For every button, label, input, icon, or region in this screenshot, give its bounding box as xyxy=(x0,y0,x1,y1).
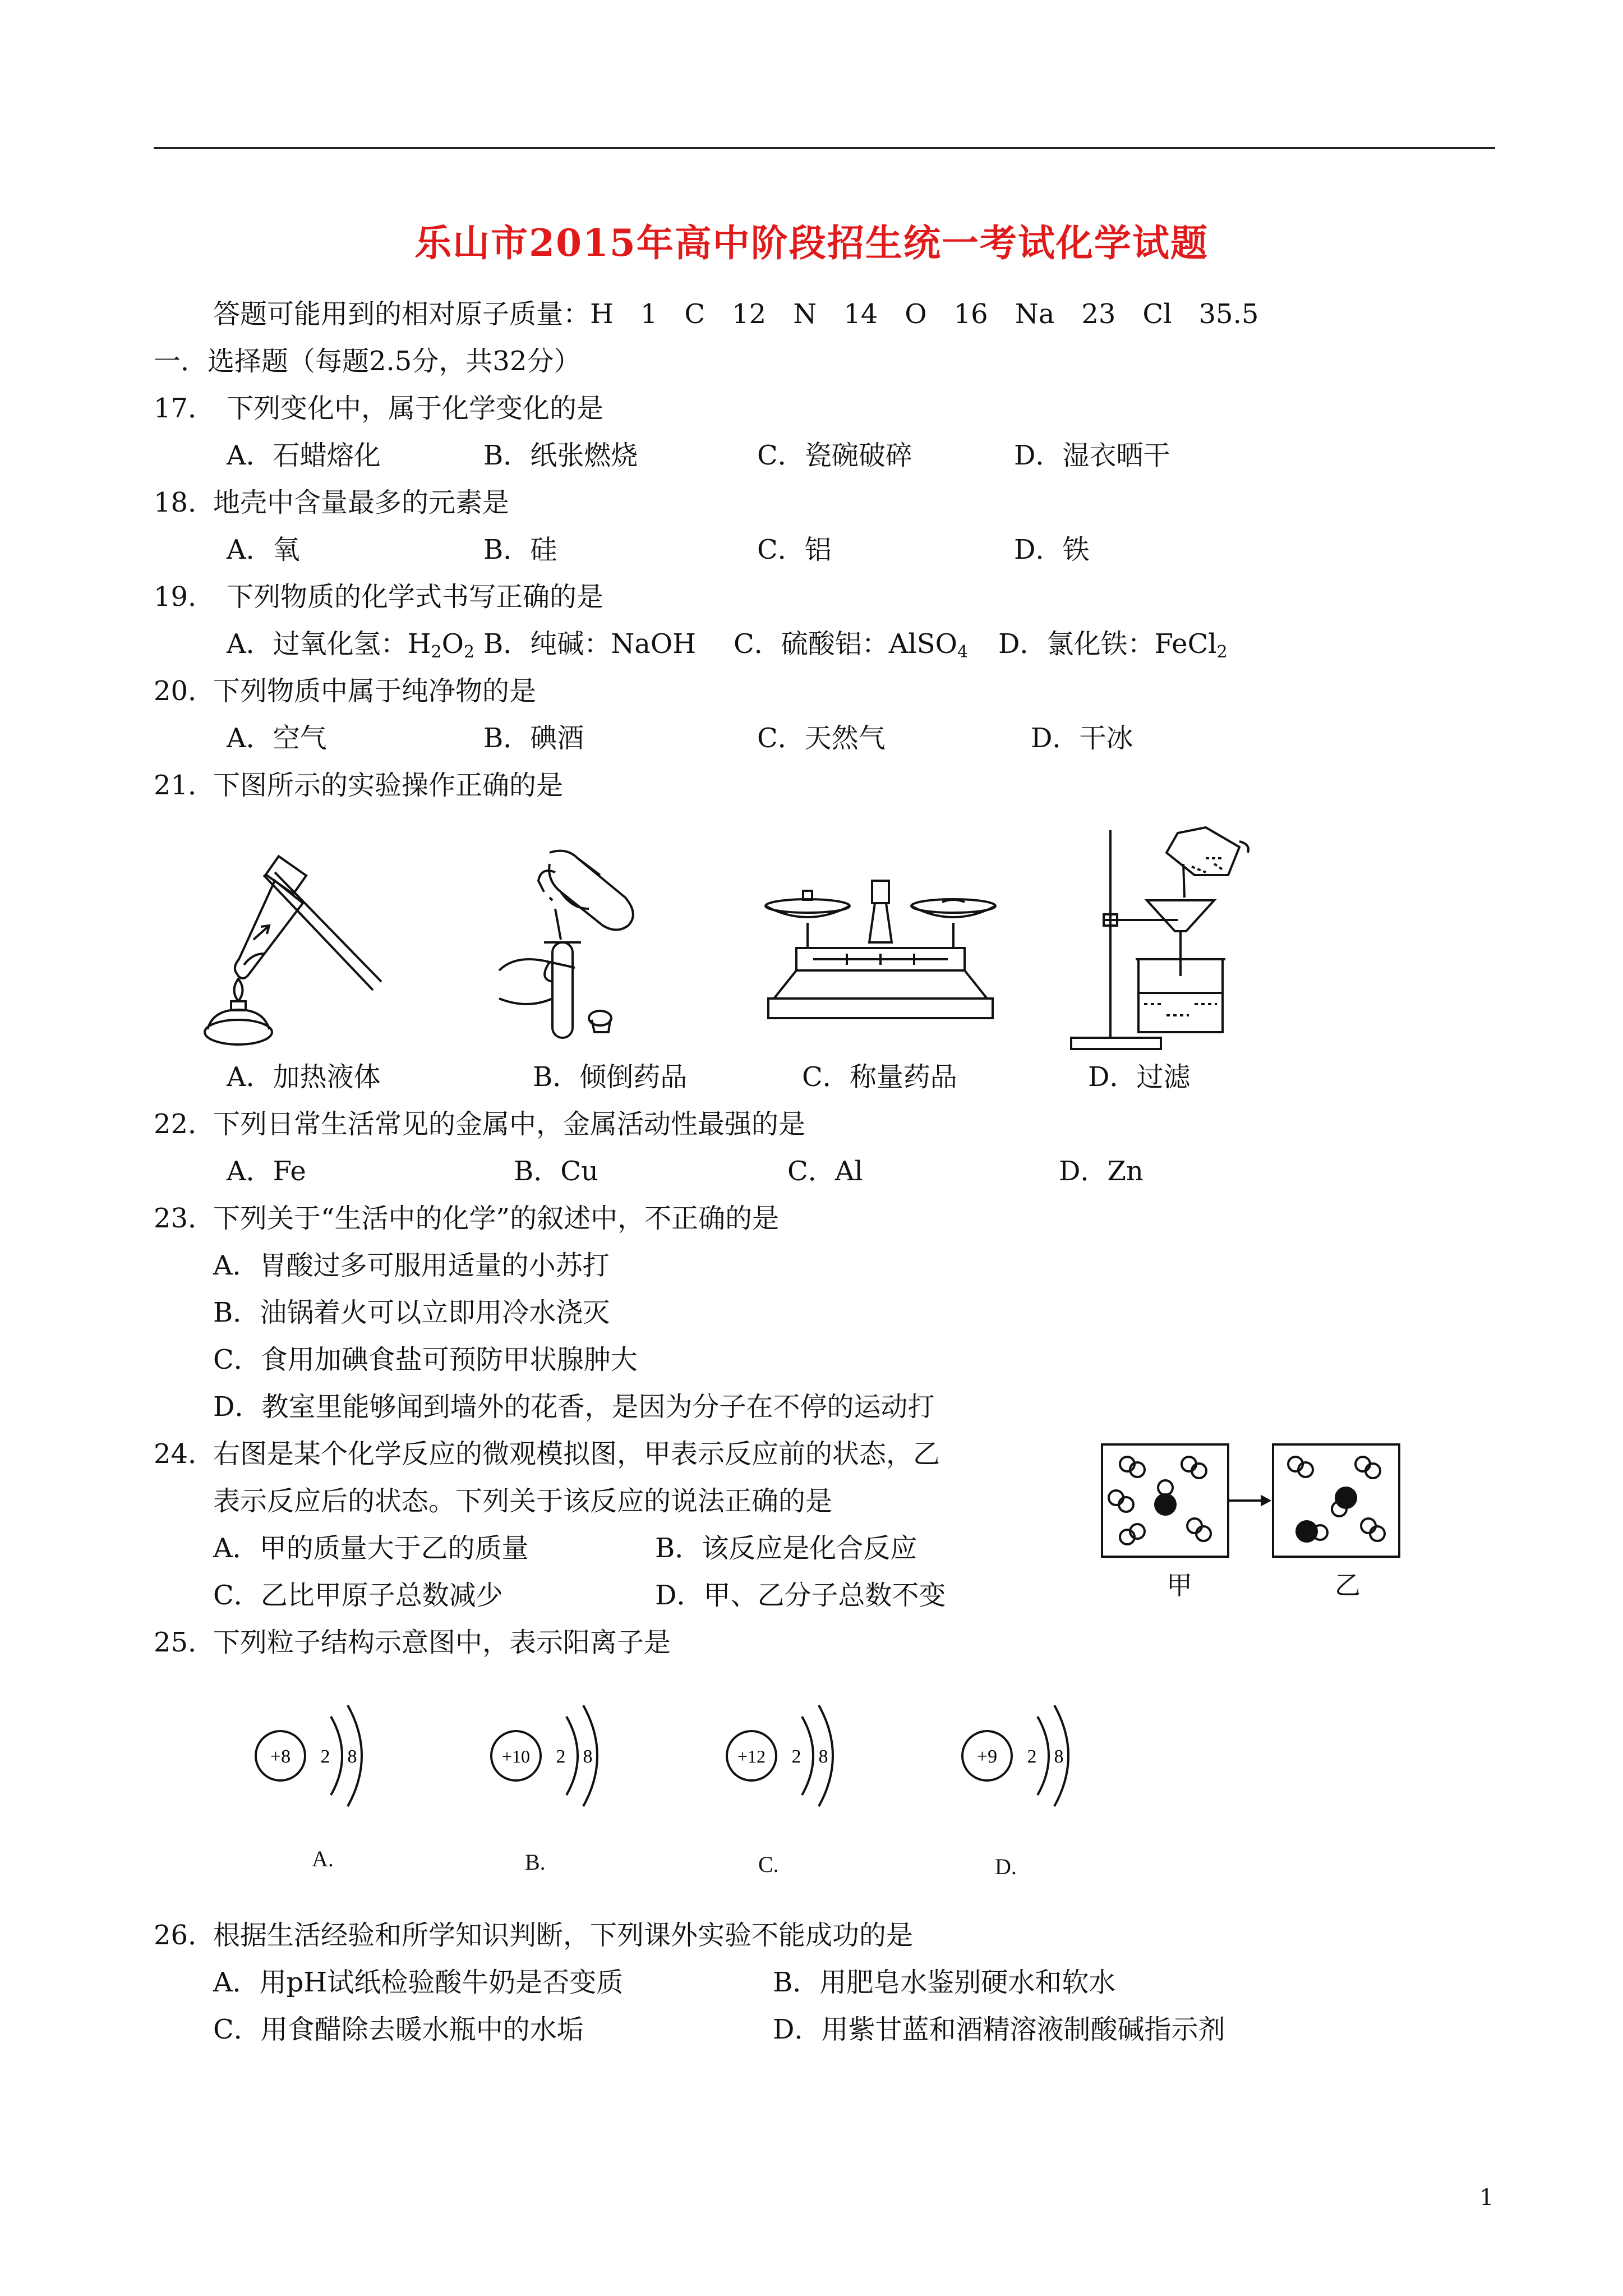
q21-number: 21． xyxy=(154,770,215,801)
q24-option-c: C．乙比甲原子总数减少 xyxy=(213,1580,503,1611)
q18-option-a: A．氧 xyxy=(227,534,300,565)
q17-number: 17． xyxy=(154,393,215,424)
q25-number: 25． xyxy=(154,1627,215,1658)
heating-liquid-figure xyxy=(191,841,393,1055)
q26-option-d: D．用紫甘蓝和酒精溶液制酸碱指示剂 xyxy=(773,2014,1225,2045)
q18-option-b: B．硅 xyxy=(483,534,557,565)
diagram-label-d: D. xyxy=(995,1854,1017,1879)
q21-option-d: D．过滤 xyxy=(1088,1061,1191,1093)
q24-option-a: A．甲的质量大于乙的质量 xyxy=(213,1533,529,1564)
shell1-electrons-d: 2 xyxy=(1027,1746,1037,1767)
header-rule xyxy=(154,147,1495,149)
q18-option-d: D．铁 xyxy=(1014,534,1090,565)
shell1-electrons-c: 2 xyxy=(791,1746,801,1767)
q22-stem: 下列日常生活常见的金属中，金属活动性最强的是 xyxy=(213,1108,806,1140)
atomic-structure-d xyxy=(953,1694,1088,1818)
q19-stem: 下列物质的化学式书写正确的是 xyxy=(227,581,604,613)
q19-option-b: B．纯碱：NaOH xyxy=(483,628,697,660)
q17-option-a: A．石蜡熔化 xyxy=(227,440,381,471)
q21-stem: 下图所示的实验操作正确的是 xyxy=(213,770,564,801)
q19-option-a: A．过氧化氢：$H_2O_2$ xyxy=(227,628,475,662)
label-yi: 乙 xyxy=(1335,1570,1361,1600)
q24-number: 24． xyxy=(154,1438,215,1470)
q17-option-b: B．纸张燃烧 xyxy=(483,440,638,471)
q21-option-b: B．倾倒药品 xyxy=(533,1061,688,1093)
q20-option-d: D．干冰 xyxy=(1031,723,1133,754)
q17-stem: 下列变化中，属于化学变化的是 xyxy=(227,393,604,424)
shell1-electrons-b: 2 xyxy=(556,1746,566,1767)
nucleus-charge-c: +12 xyxy=(737,1746,766,1766)
nucleus-charge-a: +8 xyxy=(270,1746,291,1767)
weighing-balance-figure xyxy=(763,875,998,1043)
q25-stem: 下列粒子结构示意图中，表示阳离子是 xyxy=(213,1627,671,1658)
q24-option-b: B．该反应是化合反应 xyxy=(655,1533,917,1564)
nucleus-charge-d: +9 xyxy=(976,1746,998,1767)
q26-option-c: C．用食醋除去暖水瓶中的水垢 xyxy=(213,2014,584,2045)
q23-number: 23． xyxy=(154,1203,215,1234)
reaction-model-diagram xyxy=(1099,1442,1424,1593)
page-number: 1 xyxy=(1479,2185,1494,2211)
q20-option-b: B．碘酒 xyxy=(483,723,584,754)
pouring-reagent-figure xyxy=(482,841,673,1055)
q22-option-b: B．Cu xyxy=(514,1156,598,1187)
q26-option-a: A．用pH试纸检验酸牛奶是否变质 xyxy=(213,1967,624,1998)
atomic-structure-b xyxy=(482,1694,617,1818)
q26-number: 26． xyxy=(154,1920,215,1951)
label-jia: 甲 xyxy=(1166,1570,1192,1600)
atomic-structure-a xyxy=(247,1694,381,1818)
shell2-electrons-b: 8 xyxy=(583,1746,593,1767)
q18-option-c: C．铝 xyxy=(757,534,832,565)
q22-option-c: C．Al xyxy=(787,1156,863,1187)
shell2-electrons-d: 8 xyxy=(1054,1746,1064,1767)
q20-option-a: A．空气 xyxy=(227,723,327,754)
diagram-label-a: A. xyxy=(312,1846,334,1871)
q20-stem: 下列物质中属于纯净物的是 xyxy=(213,675,537,707)
nucleus-charge-b: +10 xyxy=(501,1746,531,1766)
q20-number: 20． xyxy=(154,675,215,707)
atomic-mass-line: 答题可能用到的相对原子质量：H 1 C 12 N 14 O 16 Na 23 Cl 35.5 xyxy=(213,298,1259,330)
q17-option-c: C．瓷碗破碎 xyxy=(757,440,912,471)
shell2-electrons-c: 8 xyxy=(818,1746,828,1767)
shell2-electrons-a: 8 xyxy=(347,1746,357,1767)
q26-option-b: B．用肥皂水鉴别硬水和软水 xyxy=(773,1967,1116,1998)
q26-stem: 根据生活经验和所学知识判断，下列课外实验不能成功的是 xyxy=(213,1920,914,1951)
q20-option-c: C．天然气 xyxy=(757,723,886,754)
page-title: 乐山市2015年高中阶段招生统一考试化学试题 xyxy=(414,221,1209,265)
q18-number: 18． xyxy=(154,487,215,518)
q21-option-a: A．加热液体 xyxy=(227,1061,381,1093)
q17-option-d: D．湿衣晒干 xyxy=(1014,440,1170,471)
q19-number: 19． xyxy=(154,581,215,613)
q24-stem-line2: 表示反应后的状态。下列关于该反应的说法正确的是 xyxy=(213,1485,833,1517)
q19-option-c: C．硫酸铝：AlSO$_4$ xyxy=(734,628,969,662)
q21-option-c: C．称量药品 xyxy=(802,1061,957,1093)
section-heading: 一．选择题（每题2.5分，共32分） xyxy=(154,346,581,377)
filtration-figure xyxy=(1054,819,1301,1055)
q22-option-d: D．Zn xyxy=(1059,1156,1144,1187)
diagram-label-c: C. xyxy=(758,1852,779,1877)
q23-option-b: B．油锅着火可以立即用冷水浇灭 xyxy=(213,1297,610,1328)
q24-stem-line1: 右图是某个化学反应的微观模拟图，甲表示反应前的状态，乙 xyxy=(213,1438,940,1470)
q23-option-c: C．食用加碘食盐可预防甲状腺肿大 xyxy=(213,1344,638,1375)
q23-option-d: D．教室里能够闻到墙外的花香，是因为分子在不停的运动打 xyxy=(213,1391,935,1423)
shell1-electrons-a: 2 xyxy=(320,1746,330,1767)
q23-option-a: A．胃酸过多可服用适量的小苏打 xyxy=(213,1250,610,1281)
q23-stem: 下列关于“生活中的化学”的叙述中，不正确的是 xyxy=(213,1203,780,1234)
q19-option-d: D．氯化铁：FeCl$_2$ xyxy=(998,628,1228,662)
q22-number: 22． xyxy=(154,1108,215,1140)
q24-option-d: D．甲、乙分子总数不变 xyxy=(655,1580,946,1611)
q22-option-a: A．Fe xyxy=(227,1156,306,1187)
atomic-structure-c xyxy=(718,1694,852,1818)
q18-stem: 地壳中含量最多的元素是 xyxy=(213,487,510,518)
diagram-label-b: B. xyxy=(525,1849,546,1875)
